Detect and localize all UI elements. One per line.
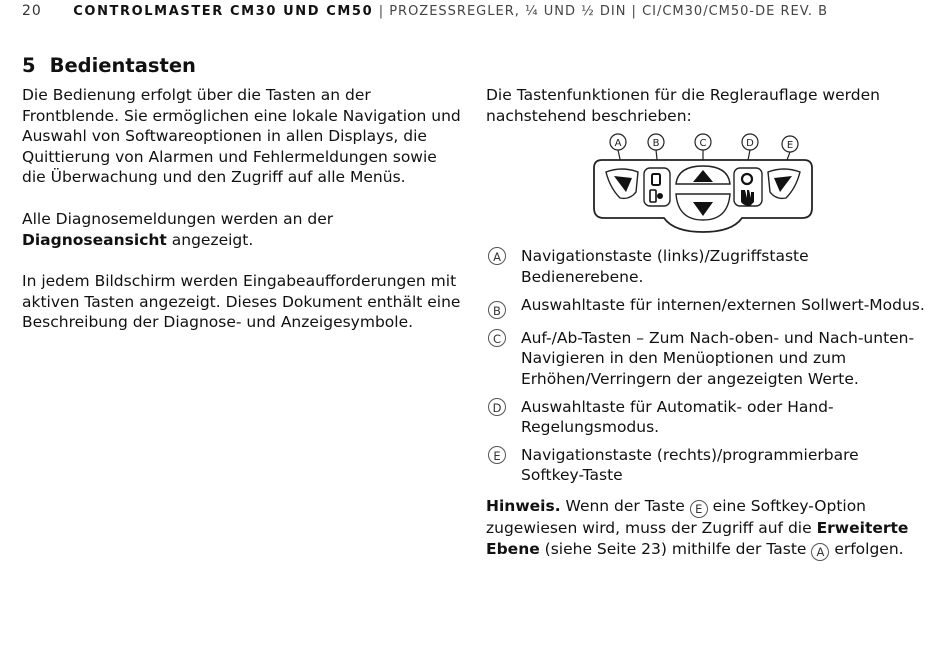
note-key-badge-e: E <box>690 500 708 518</box>
note-text-4: erfolgen. <box>829 539 904 558</box>
page-number: 20 <box>22 3 42 19</box>
note-block <box>486 496 916 561</box>
list-item <box>486 246 926 287</box>
diagram-label-e: E <box>786 140 794 151</box>
key-badge-e: E <box>488 446 506 464</box>
list-item-text: Auswahltaste für Automatik- oder Hand-Regelungsmodus. <box>521 397 834 437</box>
note-text-1: Wenn der Taste <box>560 497 690 515</box>
list-item <box>486 328 926 390</box>
paragraph-prompts: In jedem Bildschirm werden Eingabeaufforderungen mit aktiven Tasten angezeigt. Dieses Dokument enthält eine Beschreibung der Diagnose- und Anzeigesymbole. <box>22 272 461 332</box>
list-item <box>486 397 926 438</box>
paragraph-intro: Die Bedienung erfolgt über die Tasten an der Frontblende. Sie ermöglichen eine lokale Navigation und Auswahl von Softwareoptionen in allen Displays, die Quittierung von Alarmen und Fehlermeldungen sowie die Überwachung und den Zugriff auf alle Menüs. <box>22 86 461 187</box>
key-badge-d: D <box>488 398 506 416</box>
section-title: Bedientasten <box>49 54 196 77</box>
list-item-text: Auf-/Ab-Tasten – Zum Nach-oben- und Nach-unten-Navigieren in den Menüoptionen und zum Erhöhen/Verringern der angezeigten Werte. <box>521 328 915 388</box>
key-badge-b: B <box>488 301 506 319</box>
page-header <box>22 3 828 19</box>
right-intro <box>486 85 926 126</box>
list-item <box>486 295 926 319</box>
note-advanced-level: Erweiterte Ebene <box>486 519 909 558</box>
list-item <box>486 445 926 486</box>
diagram-label-b: B <box>652 138 660 149</box>
diagram-label-d: D <box>746 138 754 149</box>
note-label: Hinweis. <box>486 497 561 515</box>
note-text-3: (siehe Seite 23) mithilfe der Taste <box>539 539 812 558</box>
key-badge-c: C <box>488 329 506 347</box>
header-product: CONTROLMASTER CM30 UND CM50 <box>73 4 374 19</box>
list-item-text: Navigationstaste (links)/Zugriffstaste Bedienerebene. <box>521 247 809 286</box>
section-heading <box>22 54 196 77</box>
left-column <box>22 85 462 333</box>
diagnostics-view-term: Diagnoseansicht <box>22 230 167 249</box>
diagram-label-a: A <box>614 138 622 149</box>
paragraph-diagnostics <box>22 209 462 250</box>
list-item-text: Navigationstaste (rechts)/programmierbare Softkey-Taste <box>521 445 859 485</box>
header-doc-info: | PROZESSREGLER, ¼ UND ½ DIN | CI/CM30/CM50-DE REV. B <box>378 4 829 19</box>
note-text-2: eine Softkey-Option zugewiesen wird, muss der Zugriff auf die <box>486 497 867 537</box>
paragraph-diagnostics-text: Alle Diagnosemeldungen werden an der <box>22 209 334 228</box>
list-item-text: Auswahltaste für internen/externen Sollwert-Modus. <box>521 296 925 315</box>
section-number: 5 <box>22 54 36 77</box>
setpoint-local-remote-icon <box>652 174 660 185</box>
keypad-diagram <box>592 132 814 234</box>
key-badge-a: A <box>488 247 506 265</box>
paragraph-diagnostics-end: angezeigt. <box>166 230 254 249</box>
diagram-label-c: C <box>699 138 707 149</box>
note-key-badge-a: A <box>811 543 829 561</box>
keys-intro: Die Tastenfunktionen für die Reglerauflage werden nachstehend beschrieben: <box>486 86 880 125</box>
key-function-list <box>486 246 926 493</box>
